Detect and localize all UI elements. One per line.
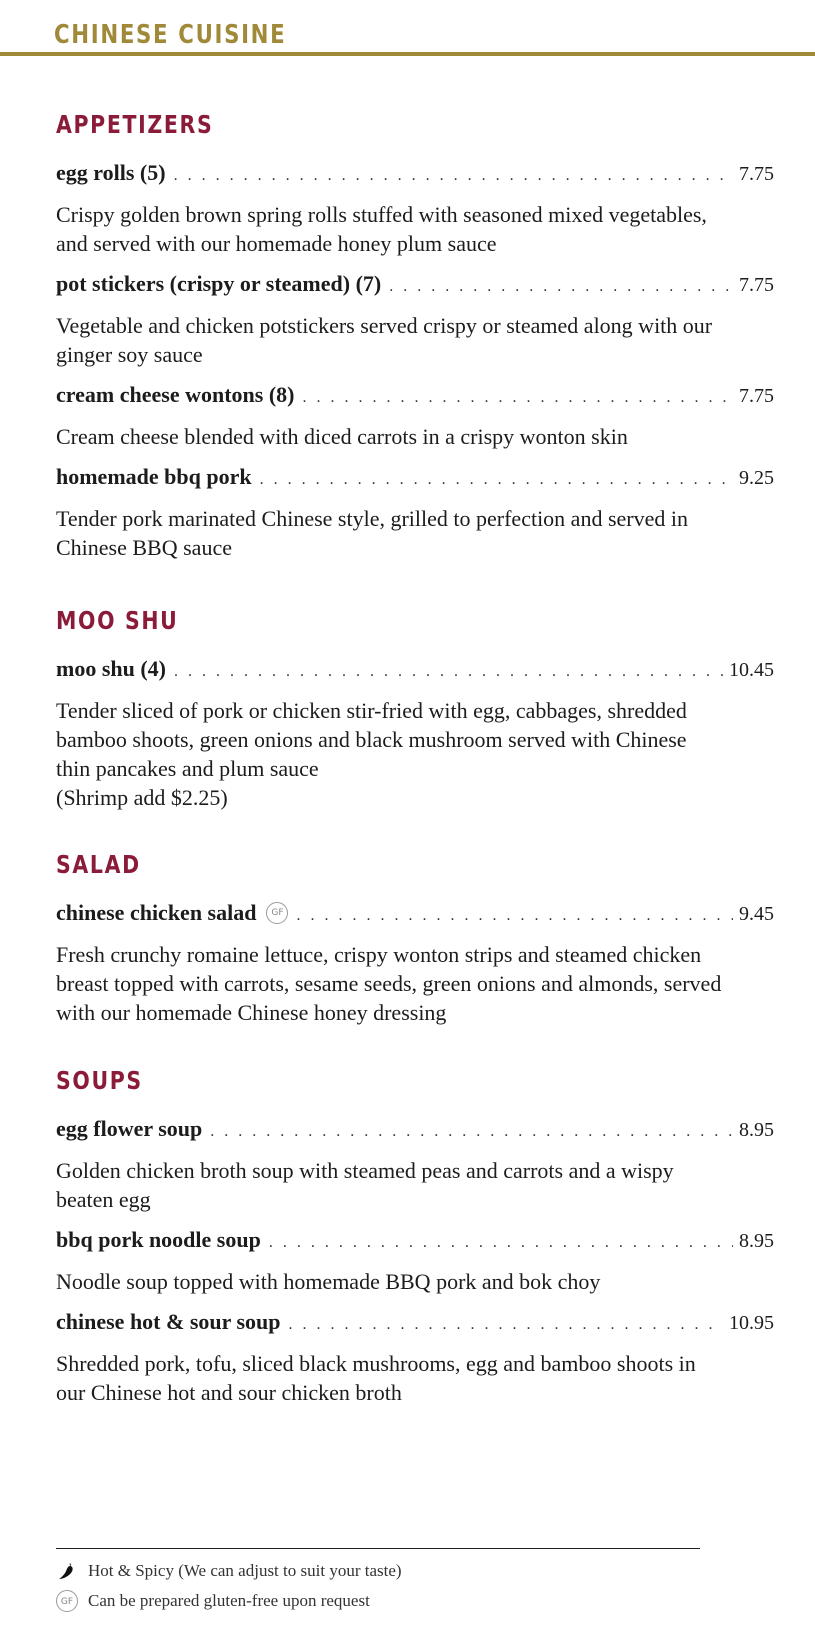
page-header [0,0,815,56]
menu-item-price: 8.95 [739,1119,774,1141]
menu-item-name: egg rolls (5) [56,160,166,185]
dot-leader [174,658,723,686]
menu-item-description: Tender pork marinated Chinese style, grilled to perfection and served in Chinese BBQ sauce [56,506,688,560]
menu-item [56,1226,774,1296]
page-title: CHINESE CUISINE [54,20,287,50]
menu-item [56,1115,774,1214]
menu-item-row [56,159,774,190]
menu-item-name: moo shu (4) [56,656,167,681]
menu-item [56,655,774,812]
section-title: MOO SHU [56,606,179,635]
menu-item-price: 9.45 [739,903,774,925]
gluten-free-icon: GF [266,902,288,924]
menu-item-price: 7.75 [739,163,774,185]
menu-item-name: bbq pork noodle soup [56,1227,261,1252]
menu-item-price: 8.95 [739,1230,774,1252]
menu-item-price: 9.25 [739,467,774,489]
section-title: SOUPS [56,1066,143,1095]
menu-item-row [56,1115,774,1146]
menu-item-row [56,1308,774,1339]
menu-item-row [56,899,774,930]
dot-leader [289,1311,723,1339]
menu-item-row [56,381,774,412]
section-soups [56,1068,774,1419]
menu-item-description: Golden chicken broth soup with steamed peas and carrots and a wispy beaten egg [56,1158,674,1212]
section-salad [56,852,774,1039]
menu-item [56,1308,774,1407]
dot-leader [389,273,733,301]
menu-item-row [56,1226,774,1257]
legend-gf-text: Can be prepared gluten-free upon request [88,1591,370,1610]
menu-item [56,899,774,1027]
menu-item-row [56,463,774,494]
menu-item-description: Noodle soup topped with homemade BBQ pork and bok choy [56,1269,601,1294]
section-title: SALAD [56,850,141,879]
menu-item-description: Vegetable and chicken potstickers served crispy or steamed along with our ginger soy sauce [56,313,713,367]
menu-item-name: egg flower soup [56,1116,203,1141]
menu-item-description: Crispy golden brown spring rolls stuffed with seasoned mixed vegetables, and served with our homemade honey plum sauce [56,202,707,256]
menu-item-name-text: chinese chicken salad [56,900,257,925]
menu-item-price: 7.75 [739,385,774,407]
menu-item-row [56,270,774,301]
menu-item-name: cream cheese wontons (8) [56,382,295,407]
menu-item-description: Fresh crunchy romaine lettuce, crispy wonton strips and steamed chicken breast topped with carrots, sesame seeds, green onions and almonds, served with our homemade Chinese honey dressing [56,942,722,1025]
section-title: APPETIZERS [56,110,214,139]
menu-item [56,381,774,451]
section-appetizers [56,112,774,574]
pepper-icon [56,1560,78,1582]
menu-item-name: homemade bbq pork [56,464,252,489]
dot-leader [260,466,733,494]
footer-divider [56,1548,700,1549]
legend-spicy [56,1560,756,1582]
legend-gluten-free [56,1590,756,1612]
dot-leader [174,162,733,190]
menu-item-name: chinese hot & sour soup [56,1309,281,1334]
legend-spicy-text: Hot & Spicy (We can adjust to suit your taste) [88,1561,402,1580]
dot-leader [302,384,733,412]
menu-item [56,463,774,562]
menu-item-name [56,899,288,927]
menu-item [56,159,774,258]
dot-leader [269,1229,733,1257]
menu-item-price: 10.95 [729,1312,774,1334]
menu-item-row [56,655,774,686]
dot-leader [210,1118,733,1146]
menu-item-price: 10.45 [729,659,774,681]
menu-item-description: Shredded pork, tofu, sliced black mushrooms, egg and bamboo shoots in our Chinese hot and sour chicken broth [56,1351,696,1405]
menu-item-price: 7.75 [739,274,774,296]
dot-leader [296,902,733,930]
gluten-free-icon: GF [56,1590,78,1612]
menu-item-name: pot stickers (crispy or steamed) (7) [56,271,382,296]
menu-item-description: Tender sliced of pork or chicken stir-fried with egg, cabbages, shredded bamboo shoots, green onions and black mushroom served with Chinese thin pancakes and plum sauce (Shrimp add $2.25) [56,698,687,810]
menu-item-description: Cream cheese blended with diced carrots in a crispy wonton skin [56,424,628,449]
section-moo-shu [56,608,774,824]
menu-item [56,270,774,369]
